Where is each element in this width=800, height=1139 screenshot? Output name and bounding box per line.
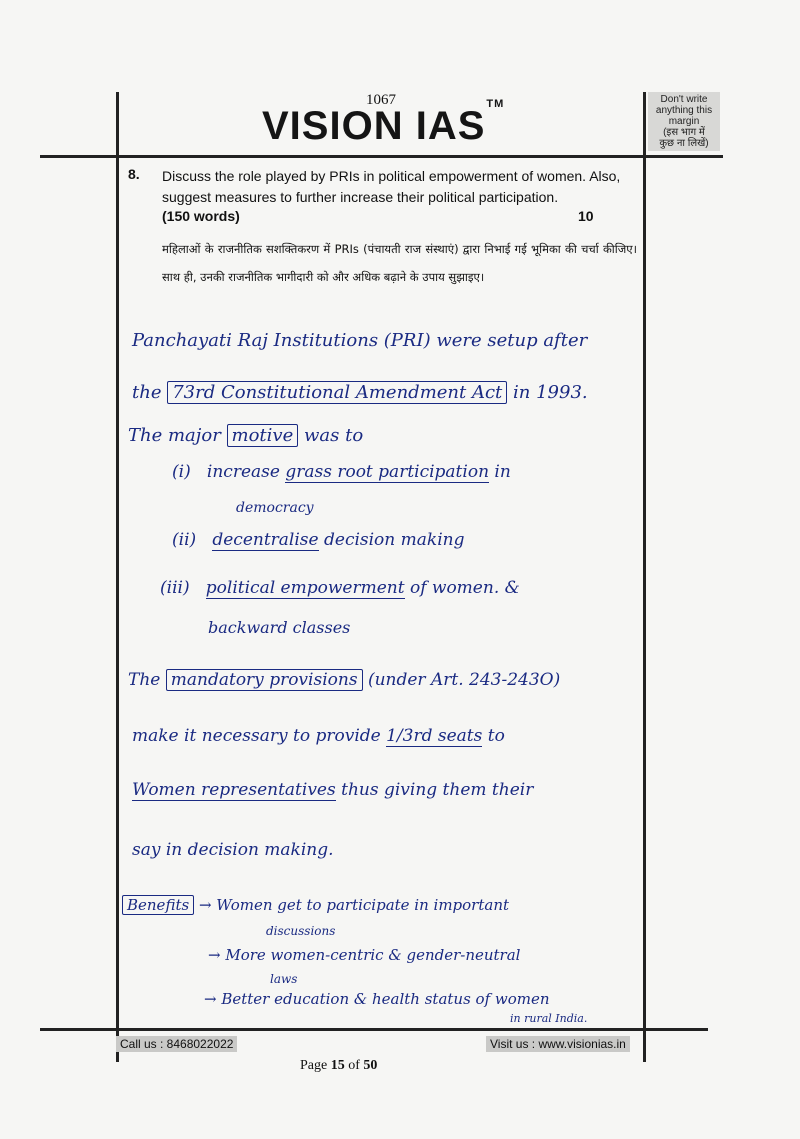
page-code: 1067 xyxy=(366,92,396,108)
mandatory-provisions-box: mandatory provisions xyxy=(166,669,363,691)
benefits-line-1-cont: discussions xyxy=(266,924,336,938)
margin-note: Don't write anything this margin (इस भाग में कुछ ना लिखें) xyxy=(648,92,720,151)
benefits-line-1: Benefits → Women get to participate in important xyxy=(122,896,509,914)
motive-item-1-cont: democracy xyxy=(236,500,314,516)
motive-box: motive xyxy=(227,424,299,447)
mandatory-line-3: Women representatives thus giving them their xyxy=(132,780,534,800)
header-rule xyxy=(40,155,723,158)
benefits-line-3-cont: in rural India. xyxy=(510,1012,588,1025)
word-limit: (150 words) xyxy=(162,208,240,224)
motive-item-2: (ii) decentralise decision making xyxy=(172,530,465,550)
mandatory-line-1: The mandatory provisions (under Art. 243-243O) xyxy=(128,670,561,690)
motive-item-3-cont: backward classes xyxy=(208,618,351,637)
motive-item-1: (i) increase grass root participation in xyxy=(172,462,511,482)
question-text: Discuss the role played by PRIs in political empowerment of women. Also, suggest measures to further increase their political participation. xyxy=(162,168,621,205)
question-marks: 10 xyxy=(578,208,594,224)
question-number: 8. xyxy=(128,166,140,182)
footer-rule xyxy=(40,1028,708,1031)
benefits-box: Benefits xyxy=(122,895,194,915)
mandatory-line-4: say in decision making. xyxy=(132,840,334,860)
page-number: Page 15 of 50 xyxy=(300,1058,378,1073)
left-margin-rule xyxy=(116,92,119,1062)
answer-line-2: the 73rd Constitutional Amendment Act in 1993. xyxy=(132,382,588,403)
answer-line-1: Panchayati Raj Institutions (PRI) were setup after xyxy=(132,330,588,351)
answer-line-3: The major motive was to xyxy=(128,425,364,446)
question-text-hindi: महिलाओं के राजनीतिक सशक्तिकरण में PRIs (पंचायती राज संस्थाएं) द्वारा निभाई गई भूमिका की चर्चा कीजिए। साथ ही, उनकी राजनीतिक भागीदारी को और अधिक बढ़ाने के उपाय सुझाइए। xyxy=(162,242,637,284)
mandatory-line-2: make it necessary to provide 1/3rd seats to xyxy=(132,726,505,746)
right-margin-rule xyxy=(643,92,646,1062)
vision-ias-logo: VISION IAS™ xyxy=(262,97,505,148)
motive-item-3: (iii) political empowerment of women. & xyxy=(160,578,520,598)
benefits-line-2: → More women-centric & gender-neutral xyxy=(208,946,521,964)
benefits-line-3: → Better education & health status of women xyxy=(204,990,550,1008)
footer-contact-phone: Call us : 8468022022 xyxy=(116,1036,237,1052)
footer-website: Visit us : www.visionias.in xyxy=(486,1036,630,1052)
benefits-line-2-cont: laws xyxy=(270,972,298,986)
amendment-act-box: 73rd Constitutional Amendment Act xyxy=(167,381,507,404)
